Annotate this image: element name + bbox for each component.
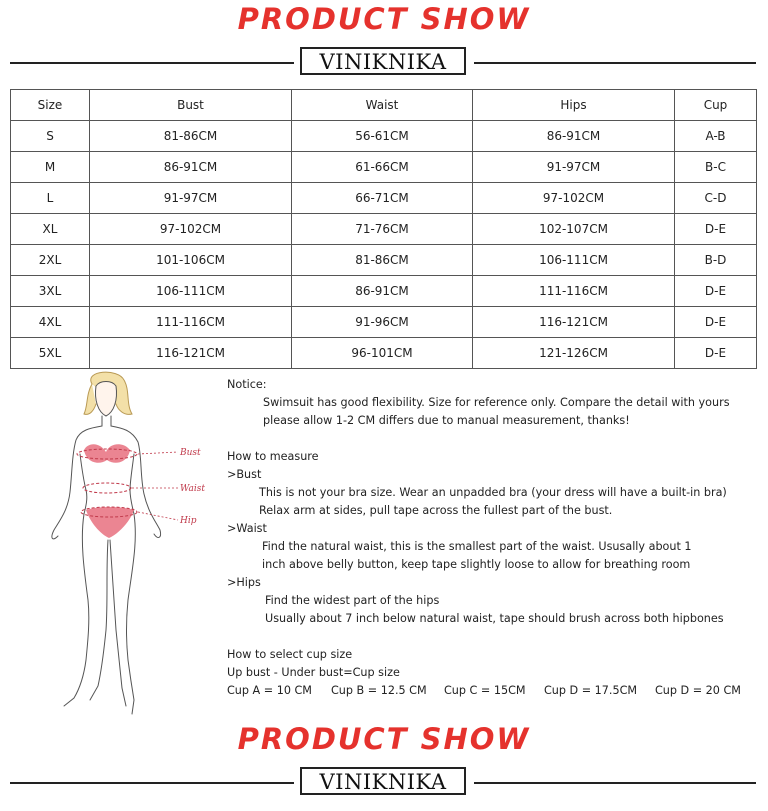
waist-title: >Waist [227,522,267,535]
cell-waist: 61-66CM [292,152,473,183]
notice-title: Notice: [227,378,267,391]
table-row [11,183,757,214]
body-measurement-illustration [14,370,218,722]
cell-bust: 86-91CM [90,152,292,183]
cell-waist: 66-71CM [292,183,473,214]
cell-cup: D-E [675,307,757,338]
cup-size-title: How to select cup size [227,648,353,661]
bikini-bottom [86,507,134,538]
cell-size: 2XL [11,245,90,276]
cup-value: Cup C = 15CM [444,684,526,697]
column-header-cup: Cup [675,90,757,121]
cup-size-values [227,682,757,700]
cup-value: Cup B = 12.5 CM [331,684,427,697]
cell-bust: 97-102CM [90,214,292,245]
cell-size: L [11,183,90,214]
notice-line: Swimsuit has good flexibility. Size for reference only. Compare the detail with yours [263,396,730,409]
column-header-waist: Waist [292,90,473,121]
divider-line [10,62,294,64]
bust-title: >Bust [227,468,262,481]
cell-size: 5XL [11,338,90,369]
hips-title: >Hips [227,576,261,589]
cell-waist: 96-101CM [292,338,473,369]
brand-logo-footer: VINIKNIKA [300,767,466,795]
cell-size: XL [11,214,90,245]
waist-line: inch above belly button, keep tape slightly loose to allow for breathing room [262,558,691,571]
how-to-measure-title: How to measure [227,450,319,463]
cell-hips: 102-107CM [473,214,675,245]
cell-waist: 71-76CM [292,214,473,245]
brand-header [10,47,756,75]
figure-outline [52,372,161,714]
cell-cup: C-D [675,183,757,214]
measurement-notes [227,376,757,700]
cell-hips: 97-102CM [473,183,675,214]
cell-waist: 86-91CM [292,276,473,307]
cell-hips: 106-111CM [473,245,675,276]
bust-line: Relax arm at sides, pull tape across the fullest part of the bust. [259,504,613,517]
column-header-hips: Hips [473,90,675,121]
cell-hips: 86-91CM [473,121,675,152]
cell-bust: 106-111CM [90,276,292,307]
table-row [11,245,757,276]
table-row [11,338,757,369]
cell-cup: B-C [675,152,757,183]
brand-footer [10,767,756,795]
waist-line: Find the natural waist, this is the smallest part of the waist. Ususally about 1 [262,540,692,553]
column-header-bust: Bust [90,90,292,121]
table-row [11,121,757,152]
waist-tape [83,483,131,493]
hips-line: Find the widest part of the hips [265,594,440,607]
cell-size: 3XL [11,276,90,307]
cell-hips: 121-126CM [473,338,675,369]
cell-bust: 81-86CM [90,121,292,152]
cell-bust: 111-116CM [90,307,292,338]
brand-logo: VINIKNIKA [300,47,466,75]
table-row [11,307,757,338]
cell-waist: 56-61CM [292,121,473,152]
cell-hips: 111-116CM [473,276,675,307]
hips-line: Usually about 7 inch below natural waist, tape should brush across both hipbones [265,612,724,625]
cell-hips: 91-97CM [473,152,675,183]
notice-line: please allow 1-2 CM differs due to manual measurement, thanks! [263,414,630,427]
hip-leader [138,512,178,520]
bust-leader [138,452,178,454]
cell-size: S [11,121,90,152]
column-header-size: Size [11,90,90,121]
table-header-row [11,90,757,121]
cell-size: M [11,152,90,183]
bust-line: This is not your bra size. Wear an unpadded bra (your dress will have a built-in bra) [259,486,727,499]
cell-cup: B-D [675,245,757,276]
cell-bust: 101-106CM [90,245,292,276]
cell-cup: D-E [675,338,757,369]
cell-waist: 81-86CM [292,245,473,276]
cup-size-formula: Up bust - Under bust=Cup size [227,666,400,679]
bust-label: Bust [180,448,201,458]
cell-hips: 116-121CM [473,307,675,338]
divider-line [474,62,756,64]
product-show-banner: PRODUCT SHOW [237,2,531,36]
waist-label: Waist [180,484,205,494]
cup-value: Cup D = 20 CM [655,684,741,697]
table-row [11,276,757,307]
cell-waist: 91-96CM [292,307,473,338]
cell-cup: D-E [675,214,757,245]
cup-value: Cup D = 17.5CM [544,684,638,697]
size-chart-table [10,89,757,369]
divider-line [10,782,294,784]
cell-bust: 116-121CM [90,338,292,369]
product-show-banner-footer: PRODUCT SHOW [237,722,531,756]
cell-size: 4XL [11,307,90,338]
table-row [11,214,757,245]
cup-value: Cup A = 10 CM [227,684,312,697]
cell-bust: 91-97CM [90,183,292,214]
divider-line [474,782,756,784]
table-row [11,152,757,183]
cell-cup: A-B [675,121,757,152]
bra-top [84,444,130,463]
cell-cup: D-E [675,276,757,307]
hip-label: Hip [180,516,197,526]
